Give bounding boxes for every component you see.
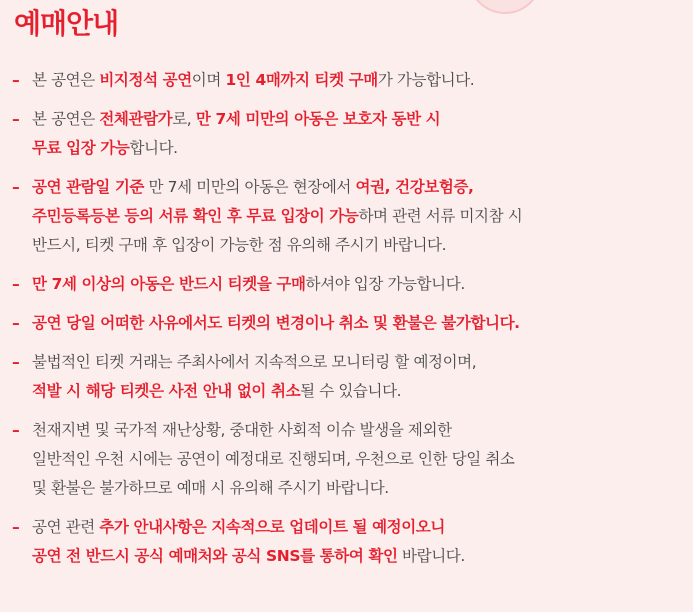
notice-text: 바랍니다. <box>397 547 465 565</box>
notice-text: 합니다. <box>129 139 178 157</box>
notice-text: 하며 관련 서류 미지참 시 <box>358 207 523 225</box>
notice-emphasis-text: 주민등록등본 등의 서류 확인 후 무료 입장이 가능 <box>32 207 359 225</box>
page-title: 예매안내 <box>14 7 119 40</box>
notice-text: 본 공연은 <box>32 71 100 89</box>
notice-emphasis-text: 추가 안내사항은 지속적으로 업데이트 될 예정이오니 <box>99 518 445 536</box>
notice-emphasis-text: 공연 당일 어떠한 사유에서도 티켓의 변경이나 취소 및 환불은 불가합니다. <box>32 314 520 332</box>
notice-emphasis-text: 여권, 건강보험증, <box>355 178 474 196</box>
notice-text: 불법적인 티켓 거래는 주최사에서 지속적으로 모니터링 할 예정이며, <box>32 353 477 371</box>
notice-item <box>12 348 684 406</box>
notice-item <box>12 105 684 163</box>
notice-text: 하셔야 입장 가능합니다. <box>305 275 465 293</box>
notice-text: 공연 관련 <box>32 518 100 536</box>
notice-emphasis-text: 공연 전 반드시 공식 예매처와 공식 SNS를 통하여 확인 <box>32 547 398 565</box>
notice-item <box>12 66 684 95</box>
notice-emphasis-text: 만 7세 미만의 아동은 보호자 동반 시 <box>195 110 441 128</box>
notice-text: 및 환불은 불가하므로 예매 시 유의해 주시기 바랍니다. <box>32 479 389 497</box>
notice-text: 될 수 있습니다. <box>300 382 402 400</box>
notice-emphasis-text: 적발 시 해당 티켓은 사전 안내 없이 취소 <box>32 382 301 400</box>
notice-list <box>12 66 684 581</box>
notice-item <box>12 270 684 299</box>
notice-text: 반드시, 티켓 구매 후 입장이 가능한 점 유의해 주시기 바랍니다. <box>32 236 447 254</box>
notice-text: 로, <box>172 110 196 128</box>
decorative-circle <box>468 0 542 14</box>
notice-item <box>12 513 684 571</box>
notice-text: 만 7세 미만의 아동은 현장에서 <box>144 178 356 196</box>
notice-emphasis-text: 비지정석 공연 <box>99 71 192 89</box>
notice-item <box>12 416 684 503</box>
notice-emphasis-text: 1인 4매까지 티켓 구매 <box>225 71 378 89</box>
notice-text: 본 공연은 <box>32 110 100 128</box>
notice-item <box>12 309 684 338</box>
notice-text: 일반적인 우천 시에는 공연이 예정대로 진행되며, 우천으로 인한 당일 취소 <box>32 450 515 468</box>
notice-item <box>12 173 684 260</box>
notice-emphasis-text: 전체관람가 <box>99 110 173 128</box>
notice-emphasis-text: 공연 관람일 기준 <box>32 178 145 196</box>
notice-text: 천재지변 및 국가적 재난상황, 중대한 사회적 이슈 발생을 제외한 <box>32 421 452 439</box>
notice-emphasis-text: 무료 입장 가능 <box>32 139 130 157</box>
notice-text: 가 가능합니다. <box>377 71 475 89</box>
notice-text: 이며 <box>191 71 226 89</box>
notice-emphasis-text: 만 7세 이상의 아동은 반드시 티켓을 구매 <box>32 275 306 293</box>
